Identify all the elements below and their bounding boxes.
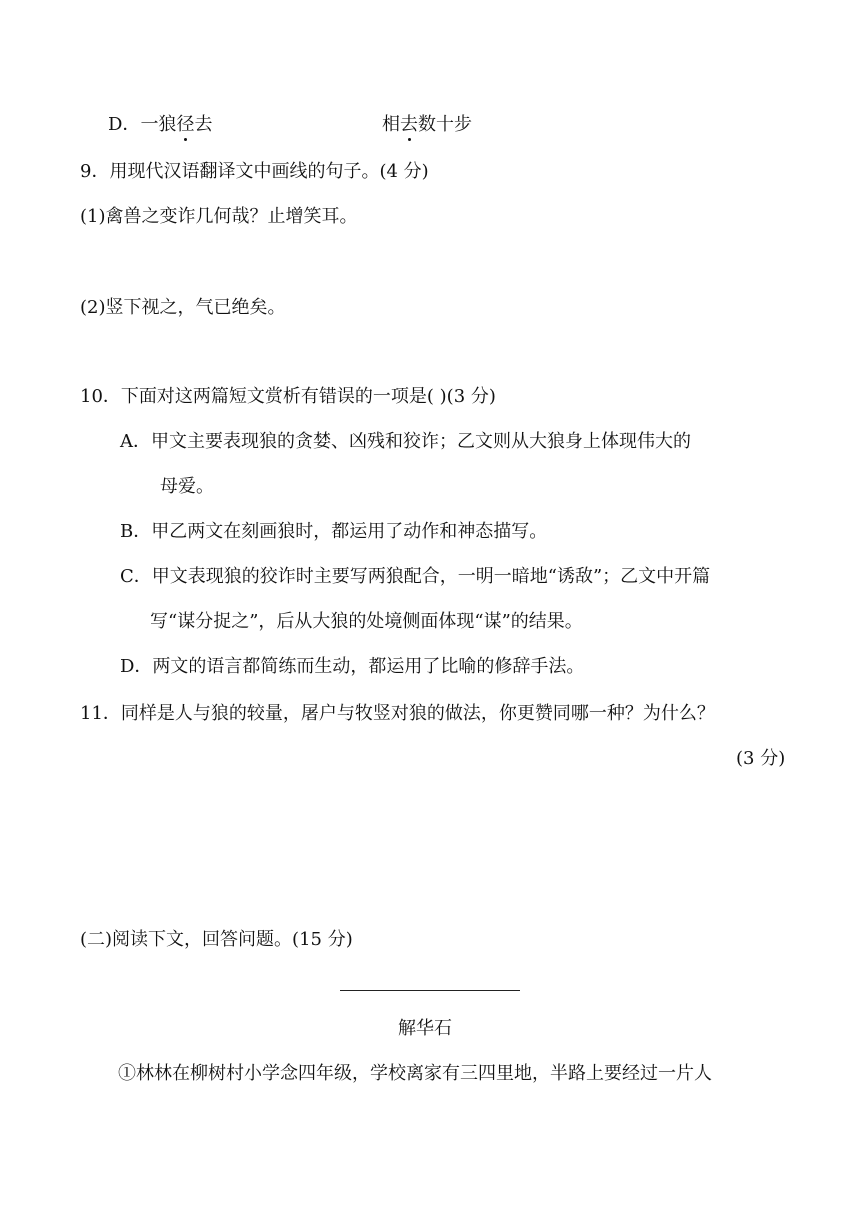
option-label: D． [108, 114, 141, 135]
option-left-prefix: 一狼 [140, 114, 177, 135]
section-2-paragraph-1-line-1: ①林林在柳树村小学念四年级，学校离家有三四里地，半路上要经过一片人 [118, 1063, 712, 1084]
option-left-suffix: 去 [194, 114, 213, 135]
title-underline [340, 990, 520, 991]
dotted-character: 径 [176, 114, 195, 135]
answer-space-11 [0, 775, 860, 915]
section-2-heading: (二)阅读下文，回答问题。(15 分) [80, 929, 353, 950]
question-10-option-d: D．两文的语言都简练而生动，都运用了比喻的修辞手法。 [120, 656, 585, 677]
dotted-character: 去 [400, 114, 418, 135]
question-8-option-d [108, 113, 212, 137]
question-9-stem: 9．用现代汉语翻译文中画线的句子。(4 分) [80, 161, 429, 182]
question-10-option-c-line-2: 写“谋分捉之”，后从大狼的处境侧面体现“谋”的结果。 [150, 611, 583, 632]
option-right-prefix: 相 [382, 114, 400, 135]
question-10-option-a-line-1: A．甲文主要表现狼的贪婪、凶残和狡诈；乙文则从大狼身上体现伟大的 [120, 431, 691, 452]
question-11-stem: 11．同样是人与狼的较量，屠户与牧竖对狼的做法，你更赞同哪一种？为什么？ [80, 703, 715, 724]
question-9-item-1: (1)禽兽之变诈几何哉？止增笑耳。 [80, 206, 358, 227]
question-10-option-c-line-1: C．甲文表现狼的狡诈时主要写两狼配合，一明一暗地“诱敌”；乙文中开篇 [120, 566, 711, 587]
question-10-option-a-line-2: 母爱。 [160, 476, 214, 497]
question-11-score: (3 分) [736, 748, 786, 769]
question-9-item-2: (2)竖下视之，气已绝矣。 [80, 297, 286, 318]
question-8-option-d-right [382, 113, 472, 137]
question-10-option-b: B．甲乙两文在刻画狼时，都运用了动作和神态描写。 [120, 521, 548, 542]
answer-space-9-1 [0, 232, 860, 292]
question-10-stem: 10．下面对这两篇短文赏析有错误的一项是( )(3 分) [80, 386, 496, 407]
section-2-title: 解华石 [398, 1018, 452, 1039]
option-right-suffix: 数十步 [418, 114, 472, 135]
answer-space-9-2 [0, 323, 860, 383]
